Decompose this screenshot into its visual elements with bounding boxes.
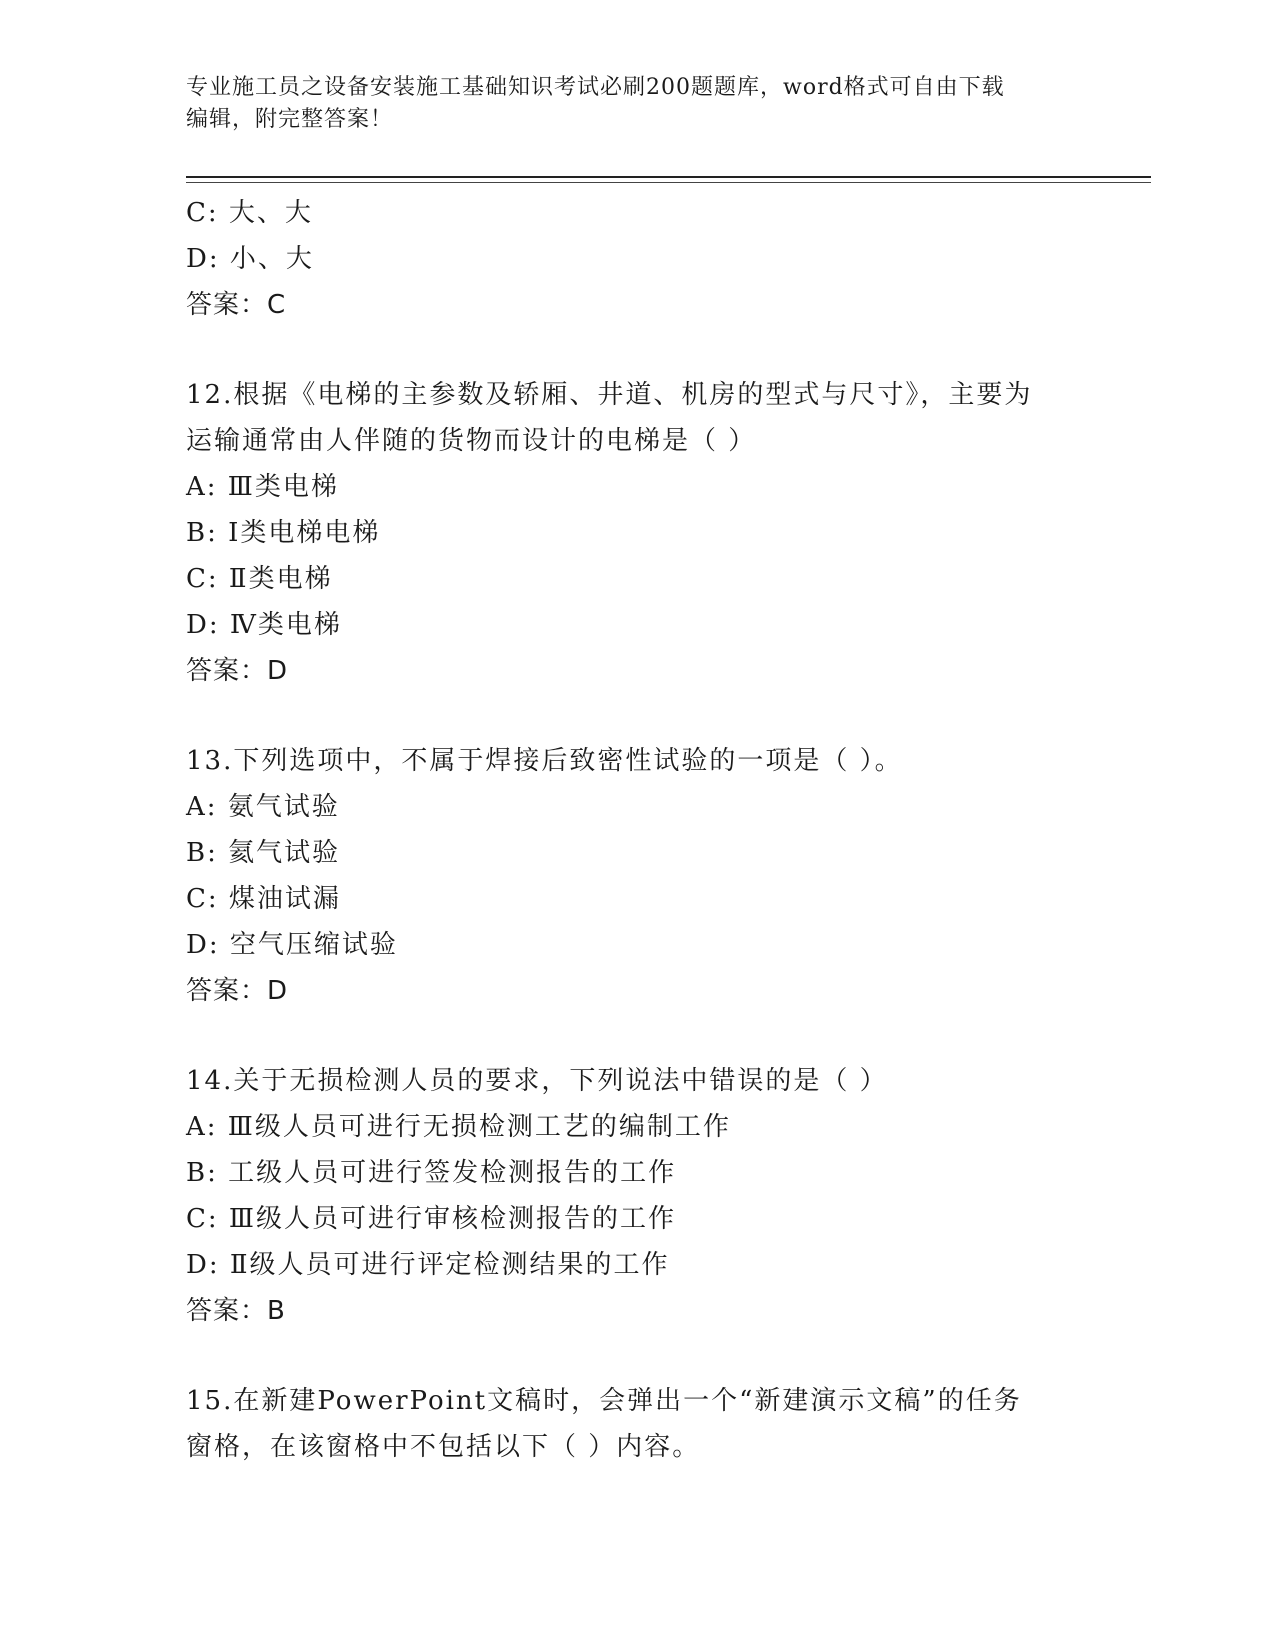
question-15 bbox=[186, 1378, 1086, 1470]
question-list bbox=[186, 190, 1086, 1470]
question-stem-line-1: 12.根据《电梯的主参数及轿厢、井道、机房的型式与尺寸》，主要为 bbox=[186, 380, 1033, 410]
header-divider-thin bbox=[186, 182, 1151, 183]
answer: 答案：B bbox=[186, 1296, 286, 1326]
page-header bbox=[186, 72, 1086, 136]
header-divider-thick bbox=[186, 176, 1151, 178]
option-b: B: Ⅰ类电梯电梯 bbox=[186, 518, 381, 548]
option-a: A: Ⅲ类电梯 bbox=[186, 472, 339, 502]
question-12 bbox=[186, 372, 1086, 694]
question-stem-line-2: 窗格，在该窗格中不包括以下（ ）内容。 bbox=[186, 1432, 701, 1462]
option-d: D: 空气压缩试验 bbox=[186, 930, 398, 960]
question-stem-line-2: 运输通常由人伴随的货物而设计的电梯是（ ） bbox=[186, 426, 757, 456]
answer: 答案：D bbox=[186, 656, 289, 686]
question-stem-line-1: 15.在新建PowerPoint文稿时，会弹出一个“新建演示文稿”的任务 bbox=[186, 1386, 1022, 1416]
option-c: C: Ⅲ级人员可进行审核检测报告的工作 bbox=[186, 1204, 676, 1234]
option-a: A: 氨气试验 bbox=[186, 792, 340, 822]
question-stem-line-1: 13.下列选项中，不属于焊接后致密性试验的一项是（ ）。 bbox=[186, 746, 903, 776]
option-c: C: Ⅱ类电梯 bbox=[186, 564, 333, 594]
question-stem-line-1: 14.关于无损检测人员的要求，下列说法中错误的是（ ） bbox=[186, 1066, 888, 1096]
option-d: D: Ⅱ级人员可进行评定检测结果的工作 bbox=[186, 1250, 670, 1280]
option-d: D: Ⅳ类电梯 bbox=[186, 610, 342, 640]
option-b: B: 氦气试验 bbox=[186, 838, 341, 868]
question-13 bbox=[186, 738, 1086, 1014]
option-b: B: 工级人员可进行签发检测报告的工作 bbox=[186, 1158, 677, 1188]
option-c: C: 大、大 bbox=[186, 198, 313, 228]
header-line-2: 编辑，附完整答案！ bbox=[186, 107, 394, 132]
option-a: A: Ⅲ级人员可进行无损检测工艺的编制工作 bbox=[186, 1112, 731, 1142]
question-11 bbox=[186, 190, 1086, 328]
answer: 答案：C bbox=[186, 290, 287, 320]
option-d: D: 小、大 bbox=[186, 244, 314, 274]
answer: 答案：D bbox=[186, 976, 289, 1006]
option-c: C: 煤油试漏 bbox=[186, 884, 341, 914]
header-line-1: 专业施工员之设备安装施工基础知识考试必刷200题题库，word格式可自由下载 bbox=[186, 75, 1005, 100]
question-14 bbox=[186, 1058, 1086, 1334]
